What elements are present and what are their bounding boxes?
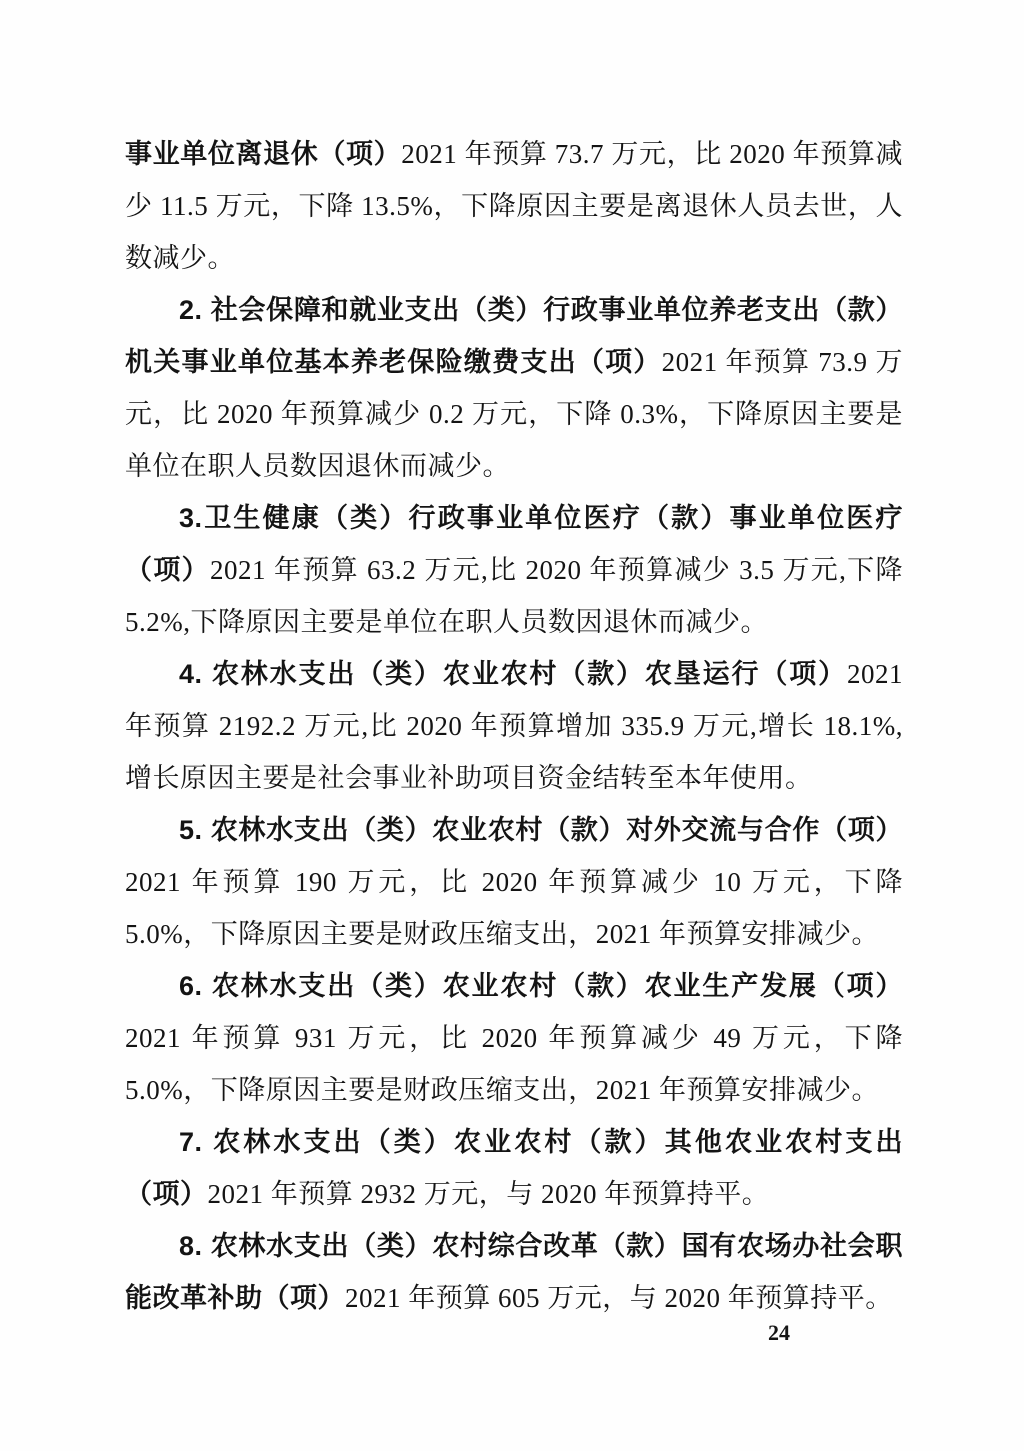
paragraph-2-lead: 2. 社会保障和就业支出（类）行政事业单位养老支出（款）机关事业单位基本养老保险缴费支出（项） — [125, 295, 903, 377]
paragraph-6 — [125, 960, 903, 1116]
paragraph-1 — [125, 128, 903, 284]
paragraph-8-lead: 8. 农林水支出（类）农村综合改革（款）国有农场办社会职能改革补助（项） — [125, 1231, 903, 1313]
paragraph-4-lead: 4. 农林水支出（类）农业农村（款）农垦运行（项） — [179, 659, 847, 689]
paragraph-5 — [125, 804, 903, 960]
paragraph-6-body: 2021 年预算 931 万元，比 2020 年预算减少 49 万元，下降 5.0%，下降原因主要是财政压缩支出，2021 年预算安排减少。 — [125, 1023, 903, 1105]
paragraph-8 — [125, 1220, 903, 1324]
paragraph-1-lead: 事业单位离退休（项） — [125, 139, 402, 169]
paragraph-7-body: 2021 年预算 2932 万元，与 2020 年预算持平。 — [207, 1179, 770, 1209]
paragraph-7 — [125, 1116, 903, 1220]
paragraph-4-body: 2021 年预算 2192.2 万元,比 2020 年预算增加 335.9 万元,增长 18.1%,增长原因主要是社会事业补助项目资金结转至本年使用。 — [125, 659, 903, 793]
paragraph-3 — [125, 492, 903, 648]
page-number: 24 — [768, 1320, 790, 1345]
paragraph-6-lead: 6. 农林水支出（类）农业农村（款）农业生产发展（项） — [179, 971, 903, 1001]
paragraph-2-body: 2021 年预算 73.9 万元，比 2020 年预算减少 0.2 万元，下降 0.3%，下降原因主要是单位在职人员数因退休而减少。 — [125, 347, 904, 481]
paragraph-3-body: 2021 年预算 63.2 万元,比 2020 年预算减少 3.5 万元,下降 5.2%,下降原因主要是单位在职人员数因退休而减少。 — [125, 555, 904, 637]
paragraph-1-body: 2021 年预算 73.7 万元，比 2020 年预算减少 11.5 万元，下降 13.5%，下降原因主要是离退休人员去世，人数减少。 — [125, 139, 904, 273]
paragraph-4 — [125, 648, 903, 804]
paragraph-3-lead: 3.卫生健康（类）行政事业单位医疗（款）事业单位医疗（项） — [125, 503, 903, 585]
paragraph-8-body: 2021 年预算 605 万元，与 2020 年预算持平。 — [345, 1283, 893, 1313]
paragraph-5-lead: 5. 农林水支出（类）农业农村（款）对外交流与合作（项） — [179, 815, 903, 845]
paragraph-7-lead: 7. 农林水支出（类）农业农村（款）其他农业农村支出（项） — [125, 1127, 903, 1209]
paragraph-2 — [125, 284, 903, 492]
text-block — [125, 128, 903, 1324]
paragraph-5-body: 2021 年预算 190 万元，比 2020 年预算减少 10 万元，下降 5.0%，下降原因主要是财政压缩支出，2021 年预算安排减少。 — [125, 867, 903, 949]
